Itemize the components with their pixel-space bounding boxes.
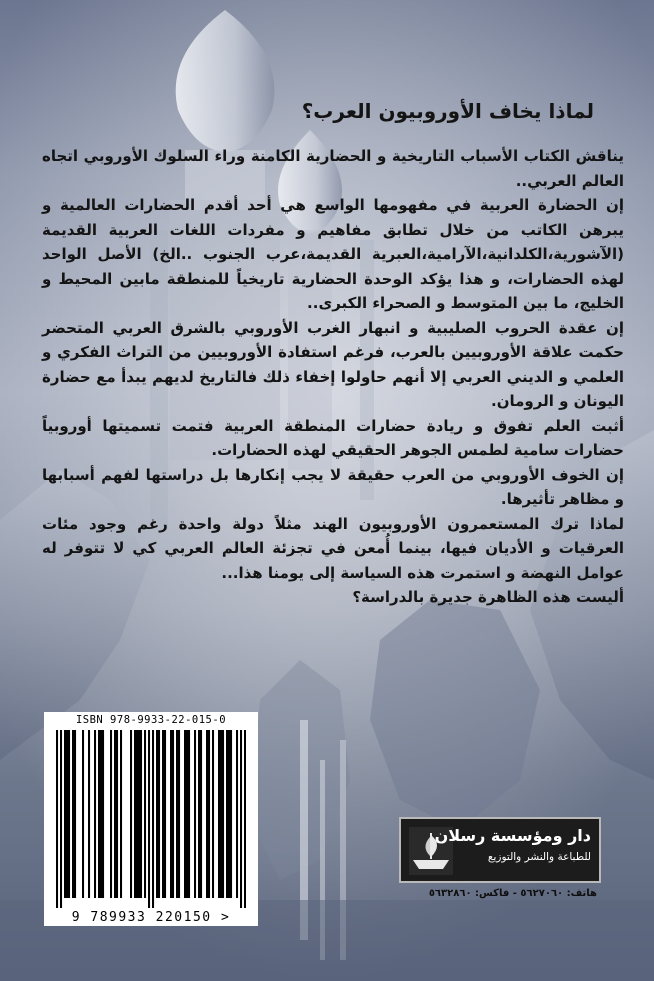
barcode-bar bbox=[164, 730, 166, 898]
barcode-bars bbox=[56, 730, 246, 908]
barcode-bar bbox=[66, 730, 68, 898]
publisher-name: دار ومؤسسة رسلان bbox=[434, 826, 591, 845]
barcode-bar bbox=[98, 730, 100, 898]
paragraph-intro: يناقش الكتاب الأسباب التاريخية و الحضارية الكامنة وراء السلوك الأوروبي اتجاه العالم العربي.. bbox=[42, 147, 624, 190]
barcode-bar bbox=[88, 730, 90, 898]
barcode-bar bbox=[110, 730, 112, 898]
barcode-bar bbox=[170, 730, 172, 898]
barcode-bar bbox=[206, 730, 208, 898]
barcode-bar bbox=[100, 730, 102, 898]
barcode-bar bbox=[130, 730, 132, 898]
barcode-bar bbox=[162, 730, 164, 898]
barcode-bar bbox=[136, 730, 138, 898]
barcode-bar bbox=[148, 730, 150, 908]
barcode-bar bbox=[72, 730, 74, 898]
barcode-bar bbox=[218, 730, 220, 898]
barcode-bar bbox=[236, 730, 238, 898]
barcode-bar bbox=[230, 730, 232, 898]
back-cover-text bbox=[42, 96, 624, 610]
barcode-bar bbox=[144, 730, 146, 898]
barcode-bar bbox=[156, 730, 158, 898]
barcode-bar bbox=[152, 730, 154, 908]
barcode-bar bbox=[178, 730, 180, 898]
barcode-bar bbox=[198, 730, 200, 898]
barcode-bar bbox=[116, 730, 118, 898]
barcode-bar bbox=[120, 730, 122, 898]
barcode-bar bbox=[200, 730, 202, 898]
barcode-bar bbox=[94, 730, 96, 898]
barcode-bar bbox=[134, 730, 136, 898]
barcode-bar bbox=[244, 730, 246, 908]
barcode-bar bbox=[226, 730, 228, 898]
barcode-bar bbox=[102, 730, 104, 898]
barcode-bar bbox=[82, 730, 84, 898]
barcode-bar bbox=[222, 730, 224, 898]
barcode-bar bbox=[138, 730, 140, 898]
barcode-bar bbox=[194, 730, 196, 898]
paragraph-india: لماذا ترك المستعمرون الأوروبيون الهند مثلاً دولة واحدة رغم وجود مئات العرقيات و الأديان فيها، بينما أُمعن في تجزئة العالم العربي كي لا تتوفر له عوامل النهضة و استمرت هذه السياسة إلى يومنا هذا... bbox=[42, 514, 624, 582]
publisher-contact: هاتف: ٥٦٢٧٠٦٠ - فاكس: ٥٦٣٢٨٦٠ bbox=[428, 888, 597, 899]
barcode-bar bbox=[208, 730, 210, 898]
barcode-bar bbox=[240, 730, 242, 908]
barcode-bar bbox=[172, 730, 174, 898]
barcode-bar bbox=[184, 730, 186, 898]
isbn-digits: 9 789933 220150 > bbox=[71, 910, 231, 925]
barcode-bar bbox=[220, 730, 222, 898]
barcode-bar bbox=[114, 730, 116, 898]
barcode-bar bbox=[158, 730, 160, 898]
publisher-subtitle: للطباعة والنشر والتوزيع bbox=[487, 851, 591, 863]
barcode-bar bbox=[140, 730, 142, 898]
paragraph-fear: إن الخوف الأوروبي من العرب حقيقة لا يجب إنكارها بل دراستها لفهم أسبابها و مظاهر تأثيرها. bbox=[42, 465, 624, 508]
publisher-block bbox=[399, 817, 601, 904]
barcode-bar bbox=[188, 730, 190, 898]
barcode-bar bbox=[212, 730, 214, 898]
isbn-label: ISBN 978-9933-22-015-0 bbox=[75, 714, 227, 726]
publisher-logo-box bbox=[399, 817, 601, 883]
isbn-barcode bbox=[44, 712, 258, 926]
book-title: لماذا يخاف الأوروبيون العرب؟ bbox=[301, 99, 594, 123]
barcode-bar bbox=[74, 730, 76, 898]
barcode-bar bbox=[64, 730, 66, 898]
barcode-bar bbox=[60, 730, 62, 908]
paragraph-civilization: إن الحضارة العربية في مفهومها الواسع هي أحد أقدم الحضارات العالمية و يبرهن الكاتب من خلال تطابق مفاهيم و مفردات اللغات العربية القديمة (الآشورية،الكلدانية،الآرامية،العبرية القديمة،عرب الجنوب ..الخ) الأصل الواحد لهذه الحضارات، و هذا يؤكد الوحدة الحضارية تاريخياً للمنطقة مابين المحيط و الخليج، ما بين المتوسط و الصحراء الكبرى.. bbox=[42, 196, 624, 312]
barcode-bar bbox=[56, 730, 58, 908]
barcode-bar bbox=[228, 730, 230, 898]
barcode-bar bbox=[68, 730, 70, 898]
paragraph-question: أليست هذه الظاهرة جديرة بالدراسة؟ bbox=[352, 588, 624, 606]
paragraph-semitic: أثبت العلم تفوق و ريادة حضارات المنطقة العربية فتمت تسميتها أوروبياً حضارات سامية لطمس الجوهر الحقيقي لهذه الحضارات. bbox=[42, 416, 624, 459]
barcode-bar bbox=[186, 730, 188, 898]
paragraph-crusades: إن عقدة الحروب الصليبية و انبهار الغرب الأوروبي بالشرق العربي المتحضر حكمت علاقة الأوروبيين بالعرب، فرغم استفادة الأوروبيين من التراث الفكري و العلمي و الديني العربي إلا أنهم حاولوا إخفاء ذلك فالتاريخ لديهم يبدأ مع حضارة اليونان و الرومان. bbox=[42, 318, 624, 410]
barcode-bar bbox=[176, 730, 178, 898]
